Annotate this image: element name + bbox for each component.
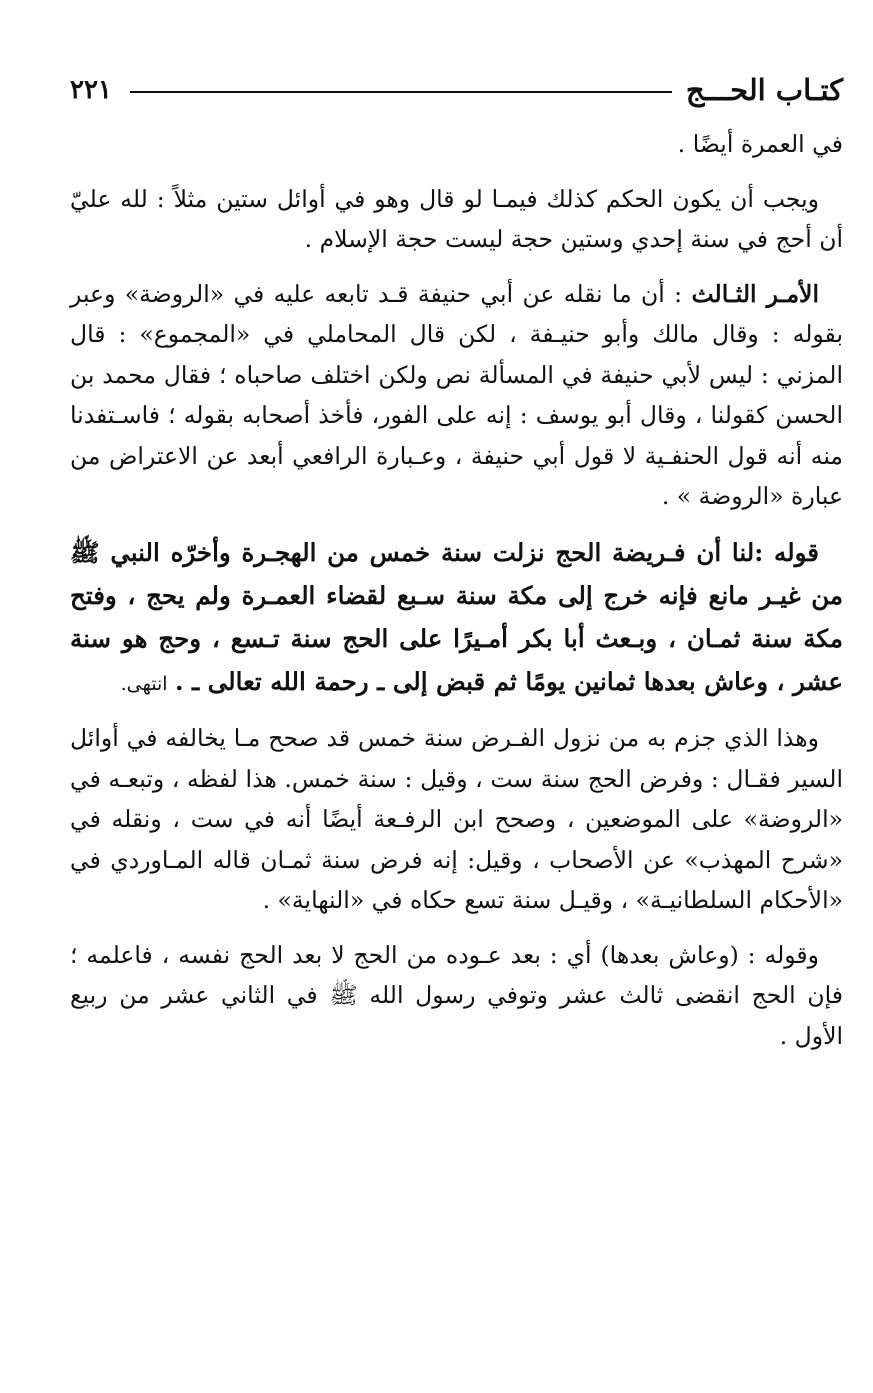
page-header (70, 68, 843, 112)
paragraph-text: ويجب أن يكون الحكم كذلك فيمـا لو قال وهو في أوائل ستين مثلاً : لله عليّ أن أحج في سنة إحدي وستين حجة ليست حجة الإسلام . (70, 184, 843, 253)
paragraph-text: وقوله : (وعاش بعدها) أي : بعد عـوده من الحج لا بعد الحج نفسه ، فاعلمه ؛ فإن الحج انقضى ثالث عشر وتوفي رسول الله ﷺ في الثاني عشر من ربيع الأول . (70, 940, 843, 1050)
paragraph-text: في العمرة أيضًا . (677, 130, 843, 158)
paragraph-6 (70, 935, 843, 1057)
paragraph-3 (70, 274, 843, 517)
quote-text: قوله :لنا أن فـريضة الحج نزلت سنة خمس من الهجـرة وأخرّه النبي ﷺ من غيـر مانع فإنه خرج إلى مكة سنة سـبع لقضاء العمـرة ولم يحج ، وفتح مكة سنة ثمـان ، وبـعث أبا بكر أمـيرًا على الحج سنة تـسع ، وحج هو سنة عشر ، وعاش بعدها ثمانين يومًا ثم قبض إلى ـ رحمة الله تعالى ـ . (70, 537, 843, 696)
page-body (70, 124, 843, 1056)
paragraph-5 (70, 718, 843, 921)
quote-end-marker: انتهى. (120, 672, 168, 695)
page-number: ٢٢١ (70, 75, 112, 105)
section-lead: الأمـر الثـالث (691, 279, 819, 308)
paragraph-text: : أن ما نقله عن أبي حنيفة قـد تابعه عليه في «الروضة» وعبر بقوله : وقال مالك وأبو حنيـفة ، لكن قال المحاملي في «المجموع» : قال المزني : ليس لأبي حنيفة في المسألة نص ولكن اختلف صاحباه ؛ فقال محمد بن الحسن كقولنا ، وقال أبو يوسف : إنه على الفور، فأخذ أصحابه بقوله ؛ فاسـتفدنا منه أنه قول الحنفـية لا قول أبي حنيفة ، وعـبارة الرافعي أبعد عن الاعتراض من عبارة «الروضة » . (70, 279, 843, 510)
paragraph-1 (70, 124, 843, 165)
running-title: كتـاب الحـــج (685, 73, 843, 107)
paragraph-text: وهذا الذي جزم به من نزول الفـرض سنة خمس قد صحح مـا يخالفه في أوائل السير فقـال : وفرض الحج سنة ست ، وقيل : سنة خمس. هذا لفظه ، وتبعـه في «الروضة» على الموضعين ، وصحح ابن الرفـعة أيضًا أنه في ست ، ونقله في «شرح المهذب» عن الأصحاب ، وقيل: إنه فرض سنة ثمـان قاله المـاوردي في «الأحكام السلطانيـة» ، وقيـل سنة تسع حكاه في «النهاية» . (70, 724, 843, 914)
header-rule (130, 91, 672, 93)
quoted-passage (70, 531, 843, 705)
book-page (70, 0, 843, 1393)
paragraph-2 (70, 179, 843, 260)
